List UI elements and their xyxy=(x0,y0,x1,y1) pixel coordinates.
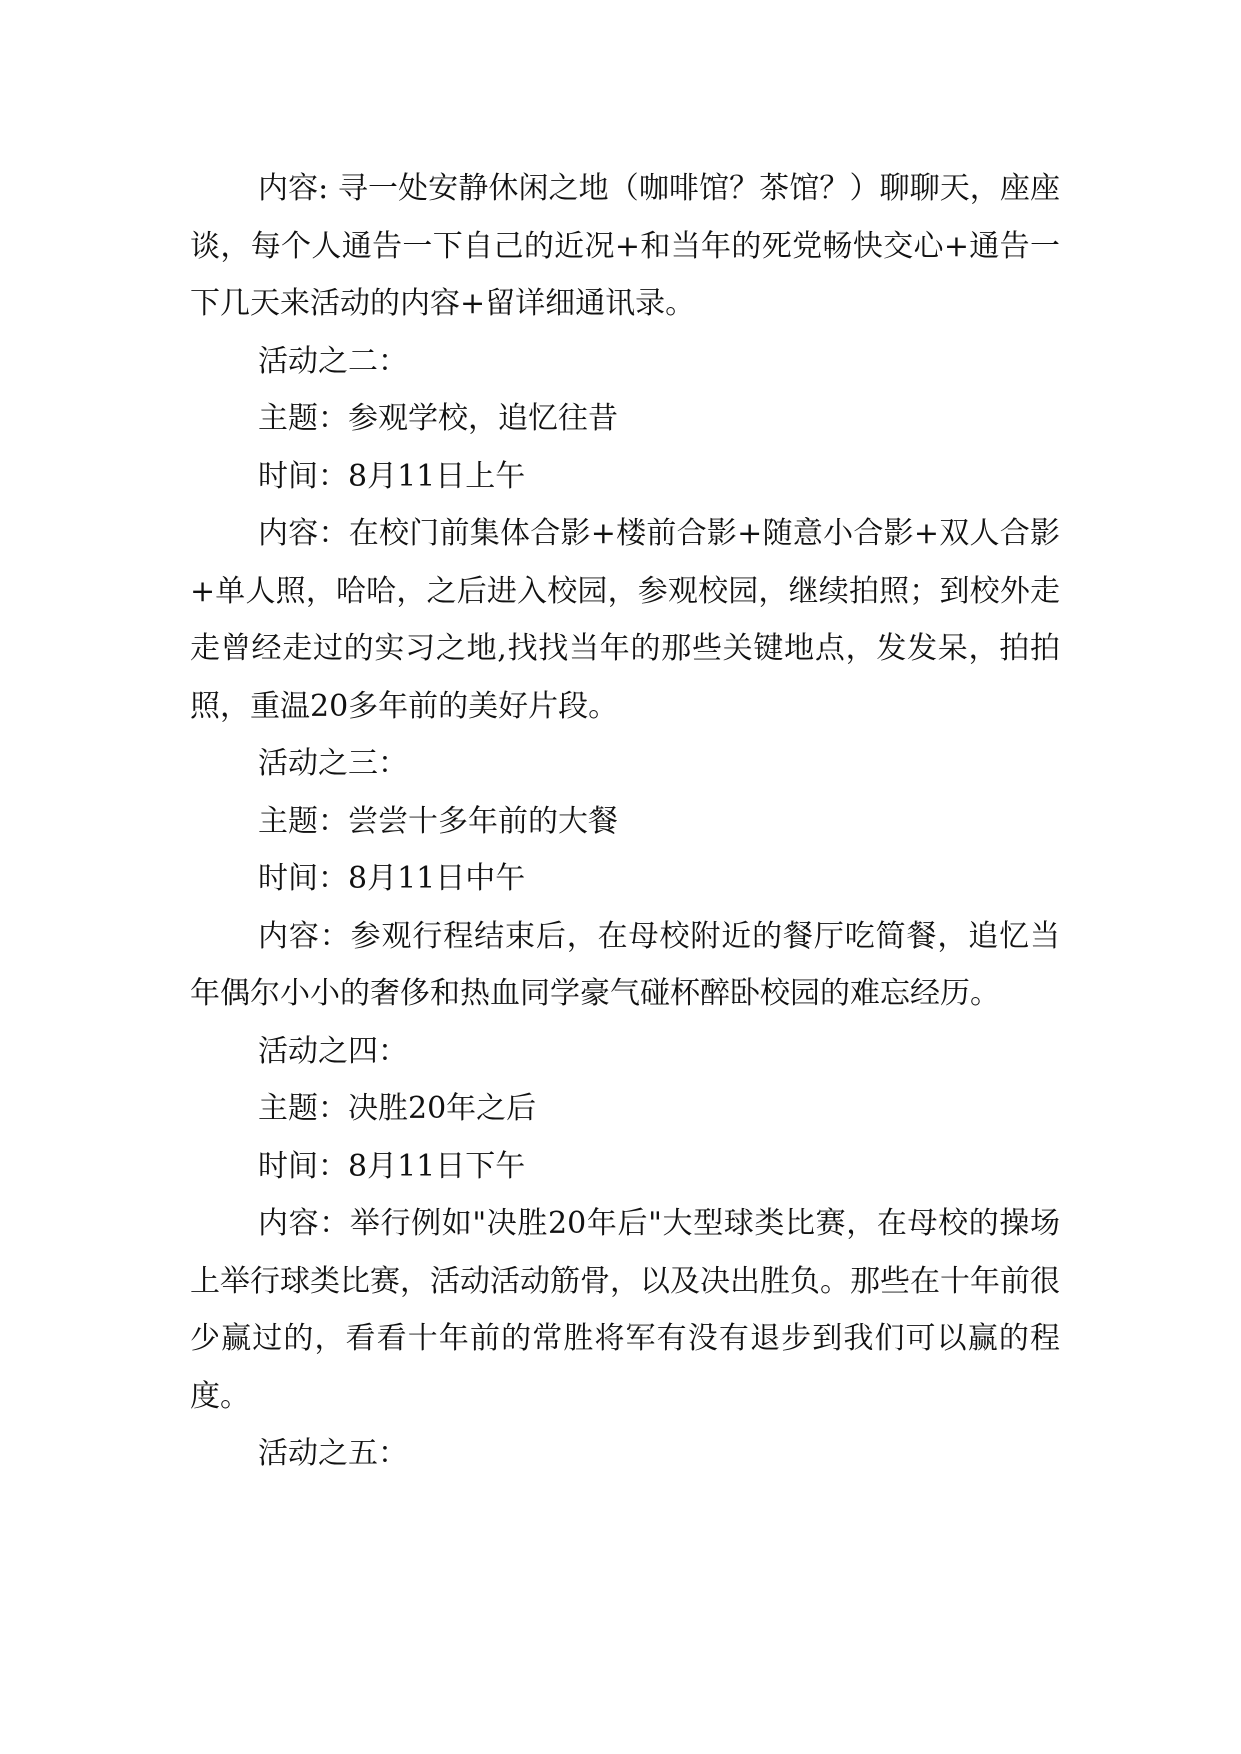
activity-two-time: 时间：8月11日上午 xyxy=(258,458,526,494)
activity-three-theme: 主题：尝尝十多年前的大餐 xyxy=(258,803,618,839)
heading-activity-five: 活动之五： xyxy=(258,1436,408,1471)
heading-activity-two: 活动之二： xyxy=(258,343,408,379)
heading-activity-three: 活动之三： xyxy=(258,746,408,781)
activity-three-time: 时间：8月11日中午 xyxy=(258,861,526,896)
heading-activity-four: 活动之四： xyxy=(258,1033,408,1069)
activity-four-content: 内容：举行例如"决胜20年后"大型球类比赛，在母校的操场上举行球类比赛，活动活动筋骨，以及决出胜负。那些在十年前很少赢过的，看看十年前的常胜将军有没有退步到我们可以赢的程度。 xyxy=(190,1206,1060,1414)
paragraph-activity-one-content: 内容: 寻一处安静休闲之地（咖啡馆？茶馆？）聊聊天，座座谈，每个人通告一下自己的近况+和当年的死党畅快交心+通告一下几天来活动的内容+留详细通讯录。 xyxy=(190,171,1060,321)
activity-two-theme: 主题：参观学校，追忆往昔 xyxy=(258,401,618,436)
activity-four-time: 时间：8月11日下午 xyxy=(258,1148,526,1184)
activity-two-content: 内容：在校门前集体合影+楼前合影+随意小合影+双人合影+单人照，哈哈，之后进入校园，参观校园，继续拍照；到校外走走曾经走过的实习之地,找找当年的那些关键地点，发发呆，拍拍照，重温20多年前的美好片段。 xyxy=(190,516,1060,724)
document-body xyxy=(190,160,1060,1483)
activity-four-theme: 主题：决胜20年之后 xyxy=(258,1091,537,1126)
activity-three-content: 内容：参观行程结束后，在母校附近的餐厅吃简餐，追忆当年偶尔小小的奢侈和热血同学豪气碰杯醉卧校园的难忘经历。 xyxy=(190,918,1060,1011)
